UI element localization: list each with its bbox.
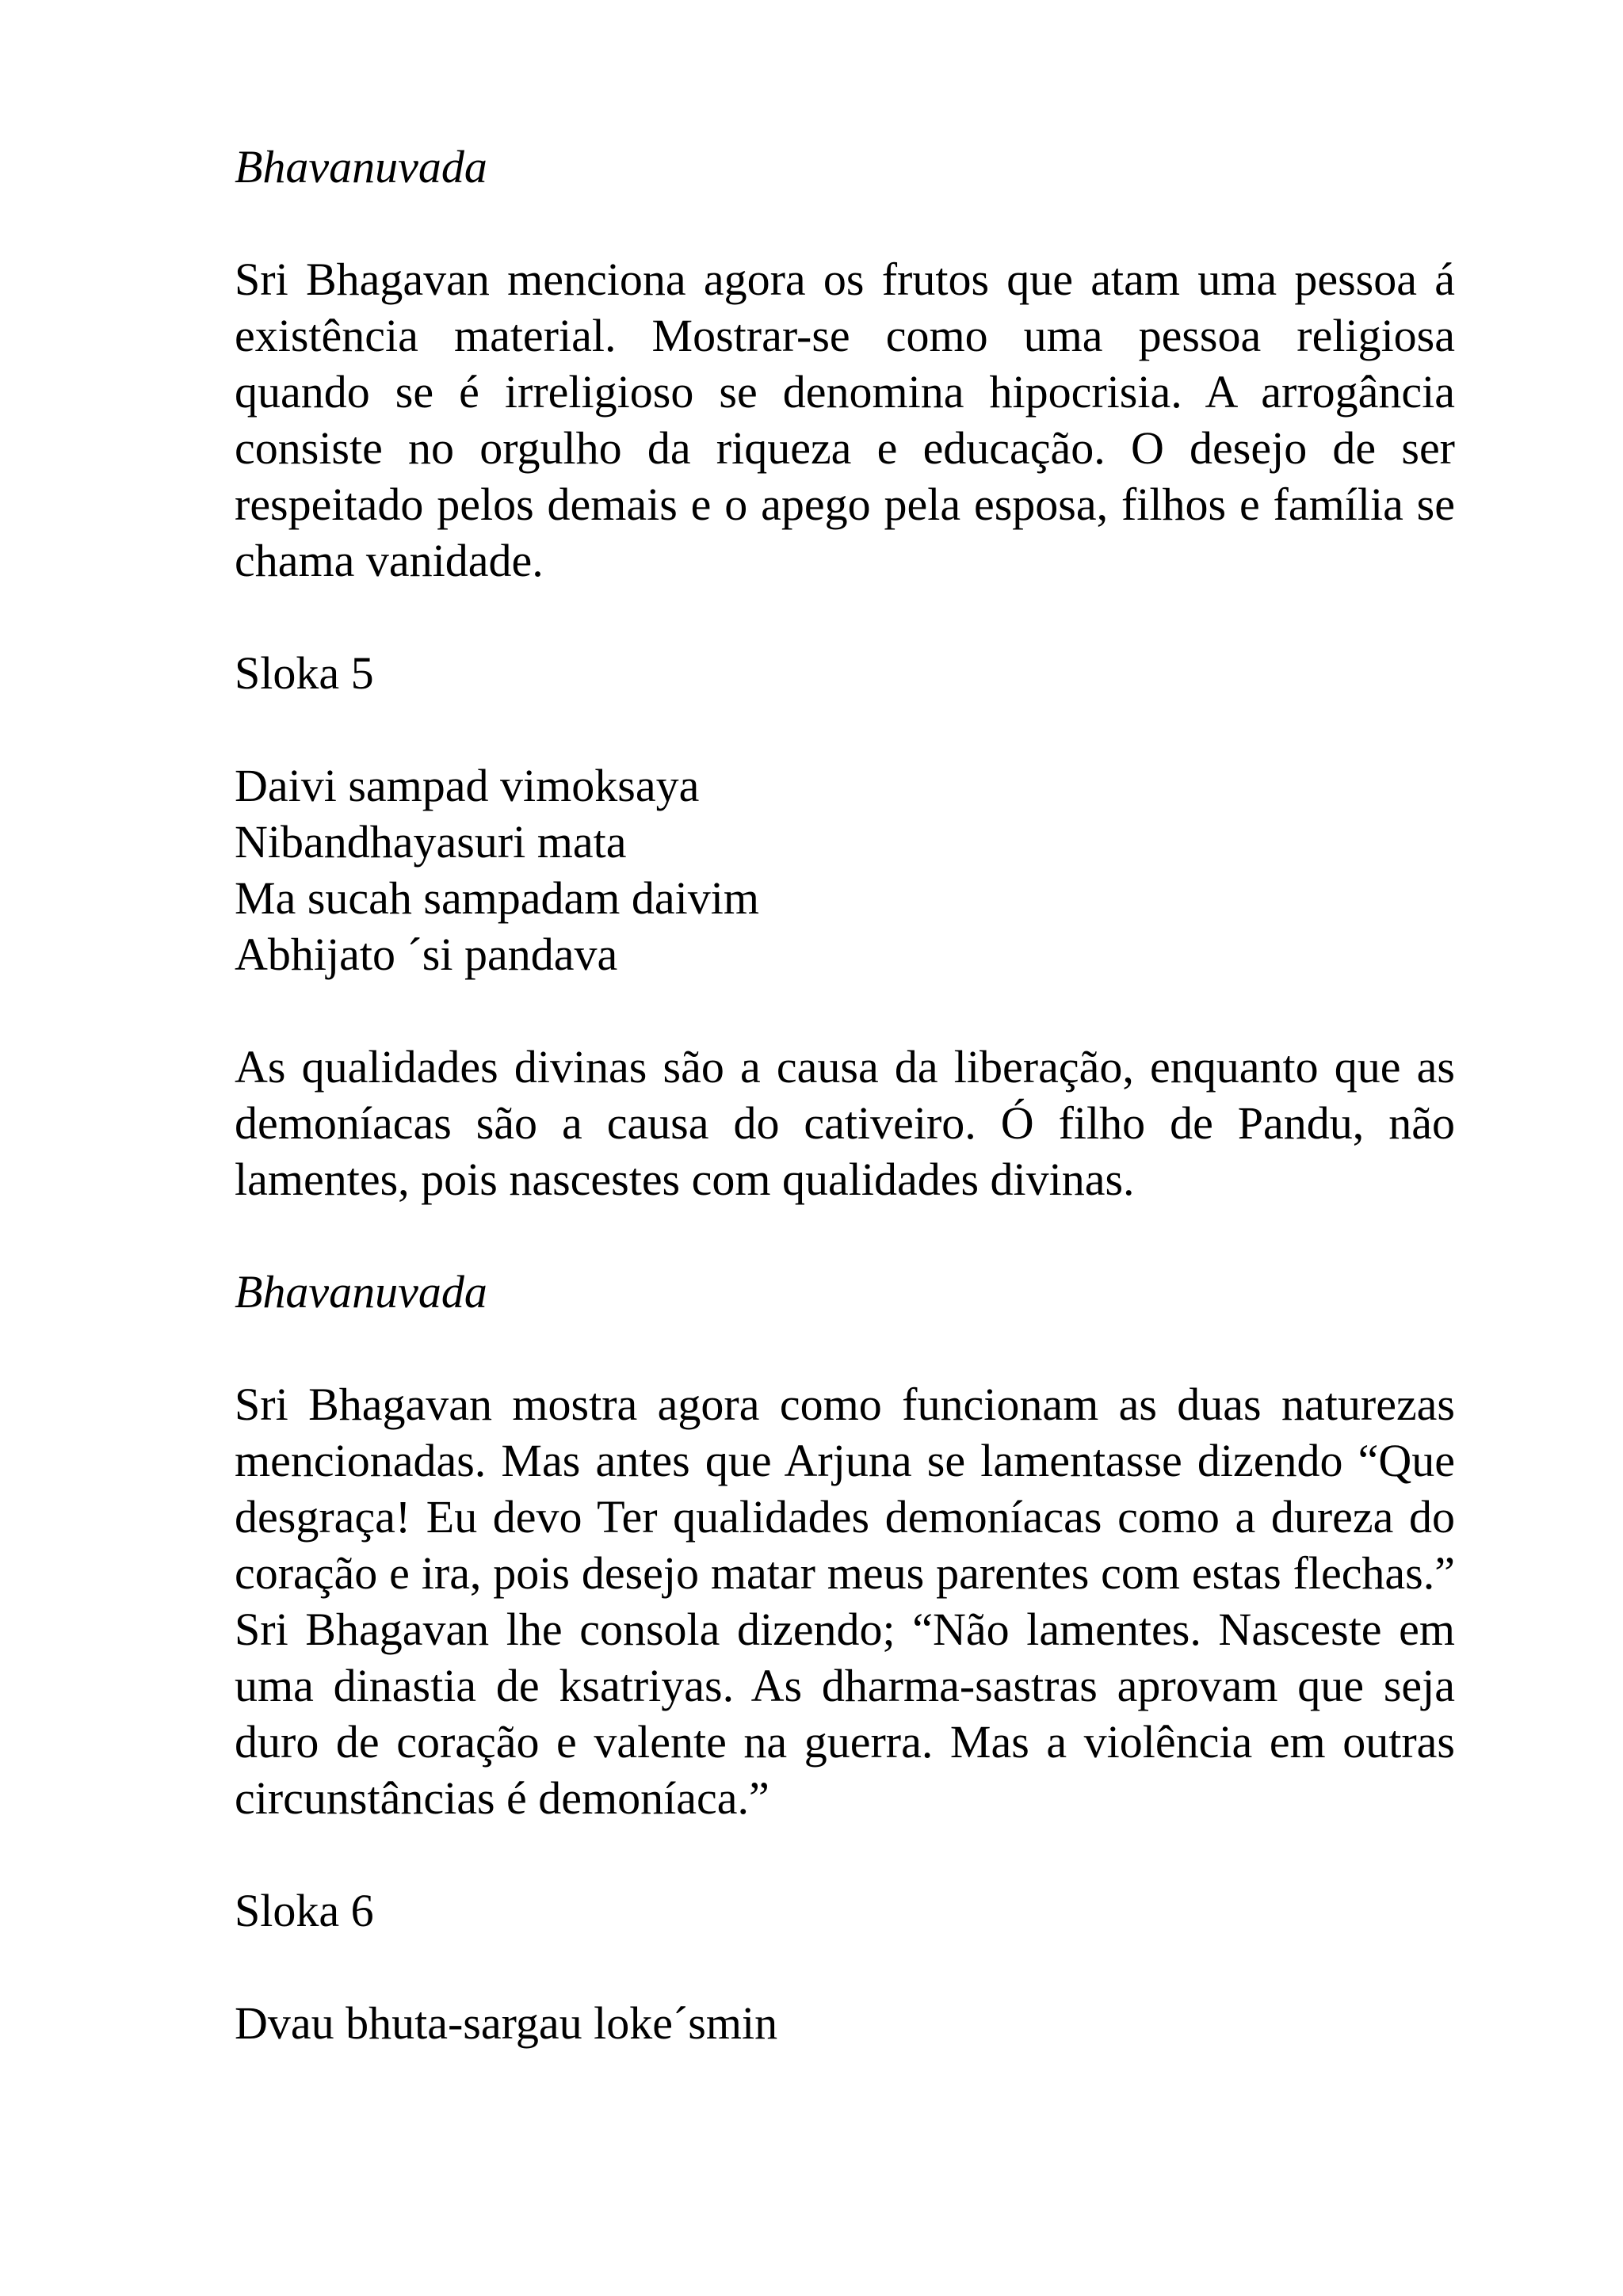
commentary-paragraph-2: Sri Bhagavan mostra agora como funcionam as duas naturezas mencionadas. Mas antes que Arjuna se lamentasse dizendo “Que desgraça! Eu devo Ter qualidades demoníacas como a dureza do coração e ira, pois desejo matar meus parentes com estas flechas.” Sri Bhagavan lhe consola dizendo; “Não lamentes. Nasceste em uma dinastia de ksatriyas. As dharma-sastras aprovam que seja duro de coração e valente na guerra. Mas a violência em outras circunstâncias é demoníaca.” bbox=[235, 1379, 1455, 1824]
verse-line: Nibandhayasuri mata bbox=[235, 816, 627, 868]
verse-line: Ma sucah sampadam daivim bbox=[235, 872, 759, 924]
section-heading-bhavanuvada-1: Bhavanuvada bbox=[235, 141, 487, 193]
sloka-5-title: Sloka 5 bbox=[235, 647, 374, 699]
section-heading-bhavanuvada-2: Bhavanuvada bbox=[235, 1266, 487, 1318]
sloka-6-title: Sloka 6 bbox=[235, 1885, 374, 1936]
sloka-5-translation: As qualidades divinas são a causa da liberação, enquanto que as demoníacas são a causa do cativeiro. Ó filho de Pandu, não lamentes, pois nascestes com qualidades divinas. bbox=[235, 1041, 1455, 1205]
sloka-6-verse bbox=[235, 1995, 1455, 2051]
commentary-paragraph-1: Sri Bhagavan menciona agora os frutos que atam uma pessoa á existência material. Mostrar-se como uma pessoa religiosa quando se é irreligioso se denomina hipocrisia. A arrogância consiste no orgulho da riqueza e educação. O desejo de ser respeitado pelos demais e o apego pela esposa, filhos e família se chama vanidade. bbox=[235, 254, 1455, 586]
document-page bbox=[235, 139, 1455, 2051]
verse-line: Abhijato ´si pandava bbox=[235, 929, 618, 980]
verse-line: Daivi sampad vimoksaya bbox=[235, 760, 700, 811]
verse-line: Dvau bhuta-sargau loke´smin bbox=[235, 1997, 778, 2049]
sloka-5-verse bbox=[235, 757, 1455, 982]
